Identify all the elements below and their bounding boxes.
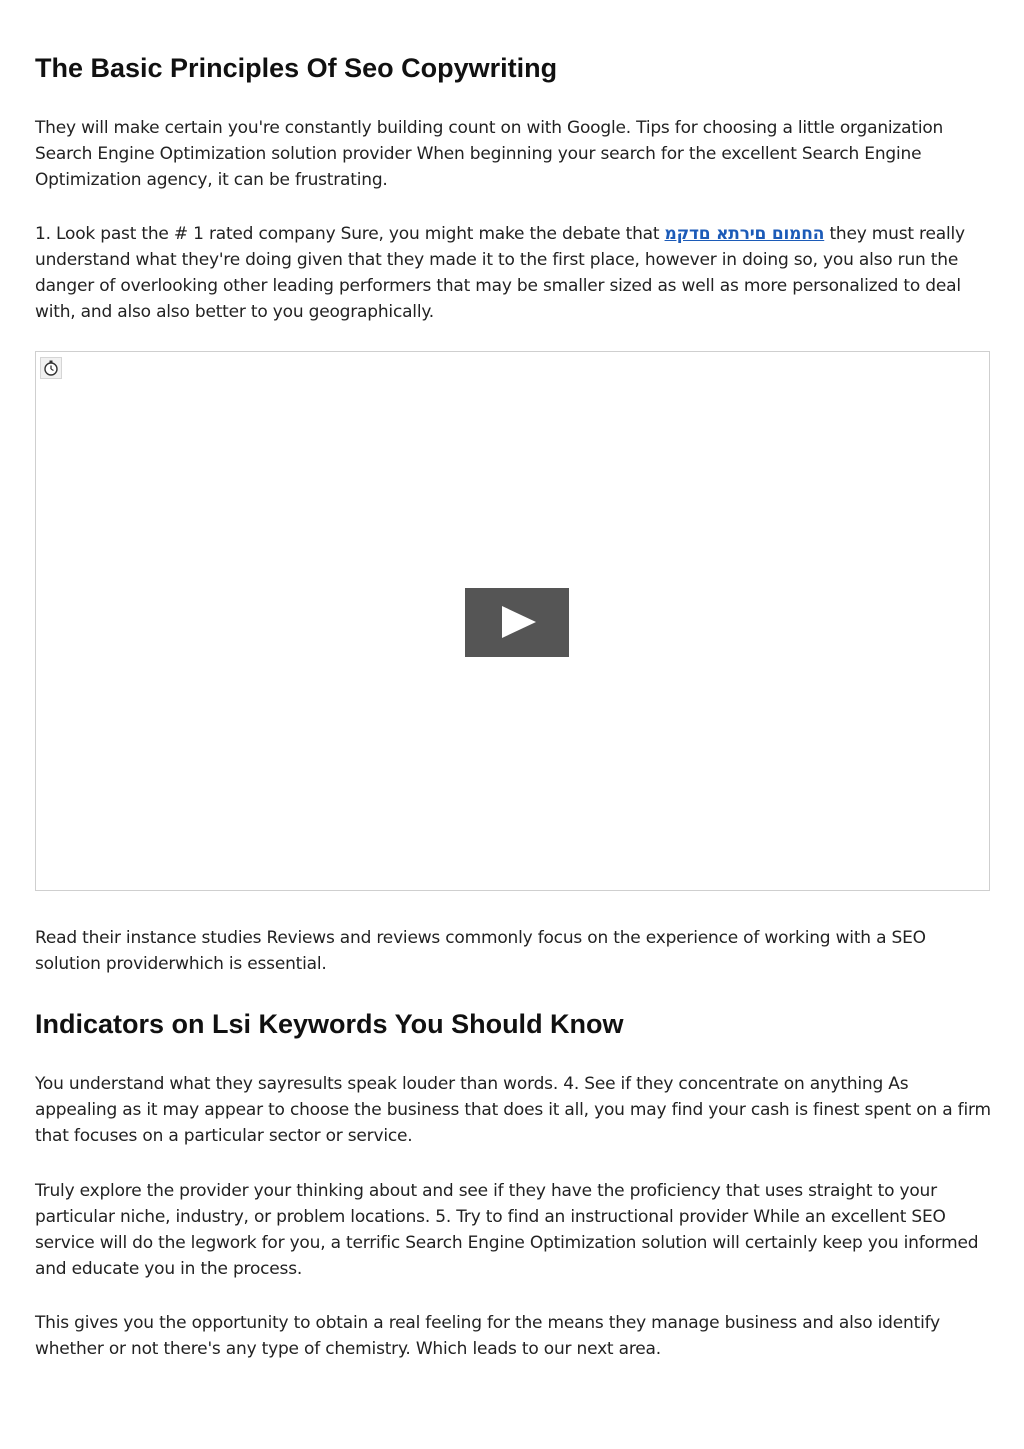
paragraph-case-studies: Read their instance studies Reviews and reviews commonly focus on the experience of working with a SEO solution providerwhich is essential. — [35, 928, 926, 974]
paragraph-text-after-link: they must really understand what they're doing given that they made it to the first place, however in doing so, you also run the danger of overlooking other leading performers that may be smaller sized as well as more personalized to deal with, and also also better to you geographically. — [35, 224, 965, 322]
paragraph-explore: Truly explore the provider your thinking about and see if they have the proficiency that uses straight to your particular niche, industry, or problem locations. 5. Try to find an instructional provider While an excellent SEO service will do the legwork for you, a terrific Search Engine Optimization solution will certainly keep you informed and educate you in the process. — [35, 1181, 979, 1279]
paragraph-text-before-link: 1. Look past the # 1 rated company Sure, you might make the debate that — [35, 224, 665, 244]
stopwatch-icon — [40, 357, 62, 379]
stopwatch-icon-glyph — [41, 358, 61, 378]
article-title: The Basic Principles Of Seo Copywriting — [35, 53, 558, 83]
hebrew-link[interactable]: החמום םירתא םדקמ — [664, 224, 825, 244]
paragraph-intro: They will make certain you're constantly building count on with Google. Tips for choosing a little organization Search Engine Optimization solution provider When beginning your search for the excellent Search Engine Optimization agency, it can be frustrating. — [35, 118, 944, 190]
play-button[interactable] — [465, 588, 569, 657]
paragraph-opportunity: This gives you the opportunity to obtain a real feeling for the means they manage business and also identify whether or not there's any type of chemistry. Which leads to our next area. — [35, 1313, 940, 1359]
paragraph-results: You understand what they sayresults speak louder than words. 4. See if they concentrate on anything As appealing as it may appear to choose the business that does it all, you may find your cash is finest spent on a firm that focuses on a particular sector or service. — [35, 1074, 991, 1146]
section-heading: Indicators on Lsi Keywords You Should Know — [35, 1009, 624, 1039]
paragraph-look-past — [35, 221, 980, 325]
video-player[interactable] — [35, 351, 990, 891]
play-icon — [502, 606, 536, 638]
